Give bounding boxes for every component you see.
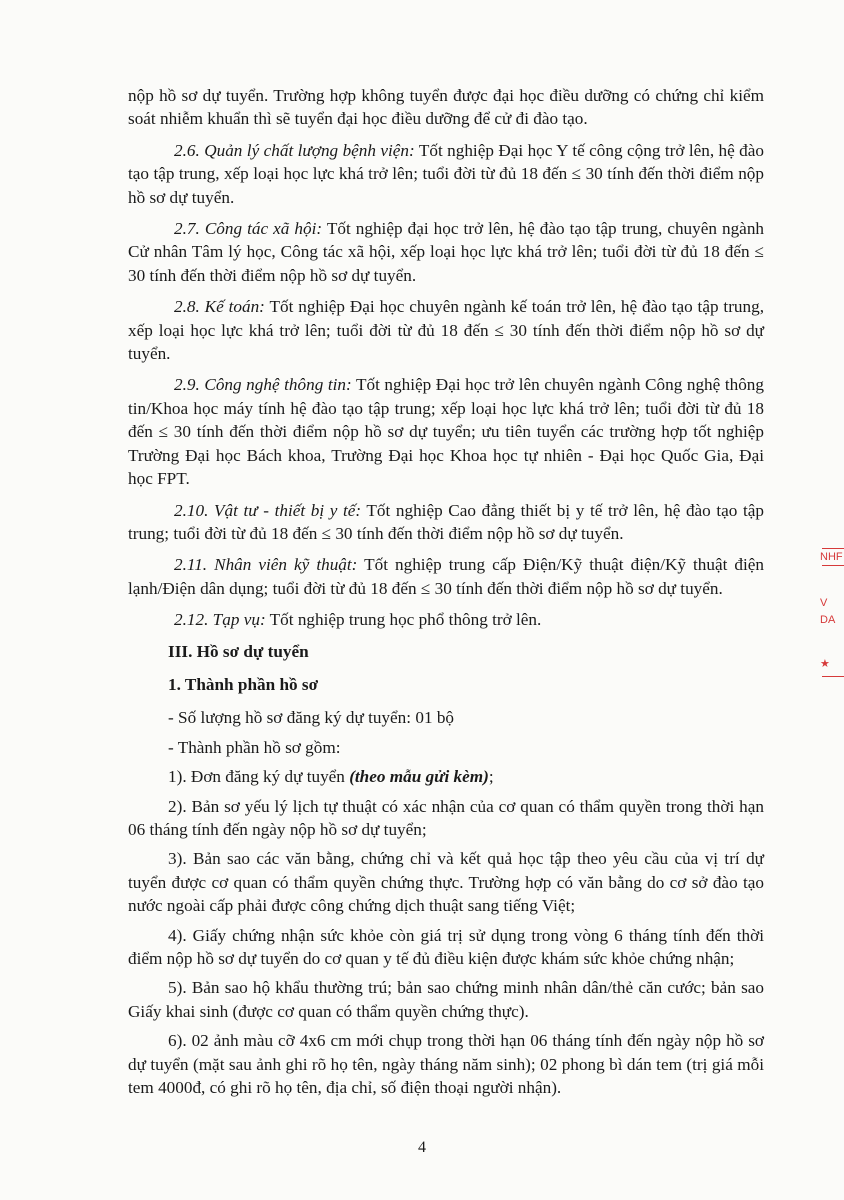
paragraph-2-7: [128, 217, 764, 287]
paragraph-label: 2.10. Vật tư - thiết bị y tế:: [174, 500, 362, 520]
item-5: 5). Bản sao hộ khẩu thường trú; bản sao chứng minh nhân dân/thẻ căn cước; bản sao Giấy khai sinh (được cơ quan có thẩm quyền chứng thực).: [128, 978, 764, 1021]
paragraph-label: 2.11. Nhân viên kỹ thuật:: [174, 555, 358, 575]
item-2: 2). Bản sơ yếu lý lịch tự thuật có xác nhận của cơ quan có thẩm quyền trong thời hạn 06 tháng tính đến ngày nộp hồ sơ dự tuyển;: [128, 796, 764, 839]
item-emphasis: (theo mẫu gửi kèm): [349, 767, 489, 787]
paragraph-2-11: [128, 553, 764, 600]
stamp-line: [822, 565, 844, 566]
paragraph-2-9: [128, 373, 764, 490]
paragraph-label: 2.6. Quản lý chất lượng bệnh viện:: [174, 140, 415, 160]
paragraph-label: 2.9. Công nghệ thông tin:: [174, 375, 352, 395]
item-4: 4). Giấy chứng nhận sức khỏe còn giá trị sử dụng trong vòng 6 tháng tính đến thời điểm nộp hồ sơ dự tuyển do cơ quan y tế đủ điều kiện được khám sức khỏe chứng nhận;: [128, 925, 764, 968]
paragraph-text: Tốt nghiệp trung học phổ thông trở lên.: [265, 610, 542, 630]
paragraph-label: 2.8. Kế toán:: [174, 297, 265, 317]
section-heading: III. Hồ sơ dự tuyển: [168, 641, 309, 661]
stamp-line: [822, 676, 844, 677]
stamp-fragment-2: V: [820, 597, 828, 609]
item-text: 1). Đơn đăng ký dự tuyển: [168, 767, 350, 787]
paragraph-2-10: [128, 499, 764, 546]
item-tail: ;: [488, 767, 494, 787]
bullet-components: - Thành phần hồ sơ gồm:: [168, 737, 341, 757]
stamp-line: [822, 548, 844, 549]
paragraph-label: 2.12. Tạp vụ:: [174, 610, 266, 630]
item-6: 6). 02 ảnh màu cỡ 4x6 cm mới chụp trong thời hạn 06 tháng tính đến ngày nộp hồ sơ dự tuyển (mặt sau ảnh ghi rõ họ tên, ngày tháng năm sinh); 02 phong bì dán tem (trị giá mỗi tem 4000đ, có ghi rõ họ tên, địa chỉ, số điện thoại người nhận).: [128, 1031, 764, 1098]
paragraph-2-8: [128, 295, 764, 365]
stamp-fragment-1: NHF: [820, 551, 843, 563]
paragraph-text: Tốt nghiệp Cao đẳng thiết bị y tế trở lên, hệ đào tạo tập trung; tuổi đời từ đủ 18 đến ≤ 30 tính đến thời điểm nộp hồ sơ dự tuyển.: [128, 500, 764, 543]
stamp-star-icon: ★: [820, 658, 830, 670]
paragraph-text: nộp hồ sơ dự tuyển. Trường hợp không tuyển được đại học điều dưỡng có chứng chỉ kiểm soát nhiễm khuẩn thì sẽ tuyển đại học điều dưỡng để cử đi đào tạo.: [128, 86, 764, 129]
item-3: 3). Bản sao các văn bằng, chứng chỉ và kết quả học tập theo yêu cầu của vị trí dự tuyển được cơ quan có thẩm quyền chứng thực. Trường hợp có văn bằng do cơ sở đào tạo nước ngoài cấp phải được công chứng dịch thuật sang tiếng Việt;: [128, 849, 764, 916]
paragraph-text: Tốt nghiệp Đại học trở lên chuyên ngành Công nghệ thông tin/Khoa học máy tính hệ đào tạo tập trung; xếp loại học lực khá trở lên; tuổi đời từ đủ 18 đến ≤ 30 tính đến thời điểm nộp hồ sơ dự tuyển; ưu tiên tuyển các trường hợp tốt nghiệp Trường Đại học Bách khoa, Trường Đại học Khoa học tự nhiên - Đại học Quốc Gia, Đại học FPT.: [128, 375, 764, 489]
subsection-heading: 1. Thành phần hồ sơ: [168, 674, 319, 694]
paragraph-2-6: [128, 139, 764, 209]
page-number: 4: [418, 1139, 426, 1156]
paragraph-text: Tốt nghiệp trung cấp Điện/Kỹ thuật điện/Kỹ thuật điện lạnh/Điện dân dụng; tuổi đời từ đủ 18 đến ≤ 30 tính đến thời điểm nộp hồ sơ dự tuyển.: [128, 555, 764, 598]
bullet-quantity: - Số lượng hồ sơ đăng ký dự tuyển: 01 bộ: [168, 708, 455, 728]
paragraph-label: 2.7. Công tác xã hội:: [174, 219, 323, 239]
document-body: [128, 84, 764, 1105]
stamp-fragment-3: DA: [820, 614, 836, 626]
paragraph-text: Tốt nghiệp Đại học Y tế công cộng trở lên, hệ đào tạo tập trung, xếp loại học lực khá trở lên; tuổi đời từ đủ 18 đến ≤ 30 tính đến thời điểm nộp hồ sơ dự tuyển.: [128, 140, 764, 207]
paragraph-text: Tốt nghiệp Đại học chuyên ngành kế toán trở lên, hệ đào tạo tập trung, xếp loại học lực khá trở lên; tuổi đời từ đủ 18 đến ≤ 30 tính đến thời điểm nộp hồ sơ dự tuyển.: [128, 297, 764, 364]
paragraph-continuation: [128, 84, 764, 131]
item-1: [128, 765, 764, 788]
paragraph-text: Tốt nghiệp đại học trở lên, hệ đào tạo tập trung, chuyên ngành Cử nhân Tâm lý học, Công tác xã hội, xếp loại học lực khá trở lên; tuổi đời từ đủ 18 đến ≤ 30 tính đến thời điểm nộp hồ sơ dự tuyển.: [128, 219, 765, 285]
paragraph-2-12: [128, 608, 764, 631]
